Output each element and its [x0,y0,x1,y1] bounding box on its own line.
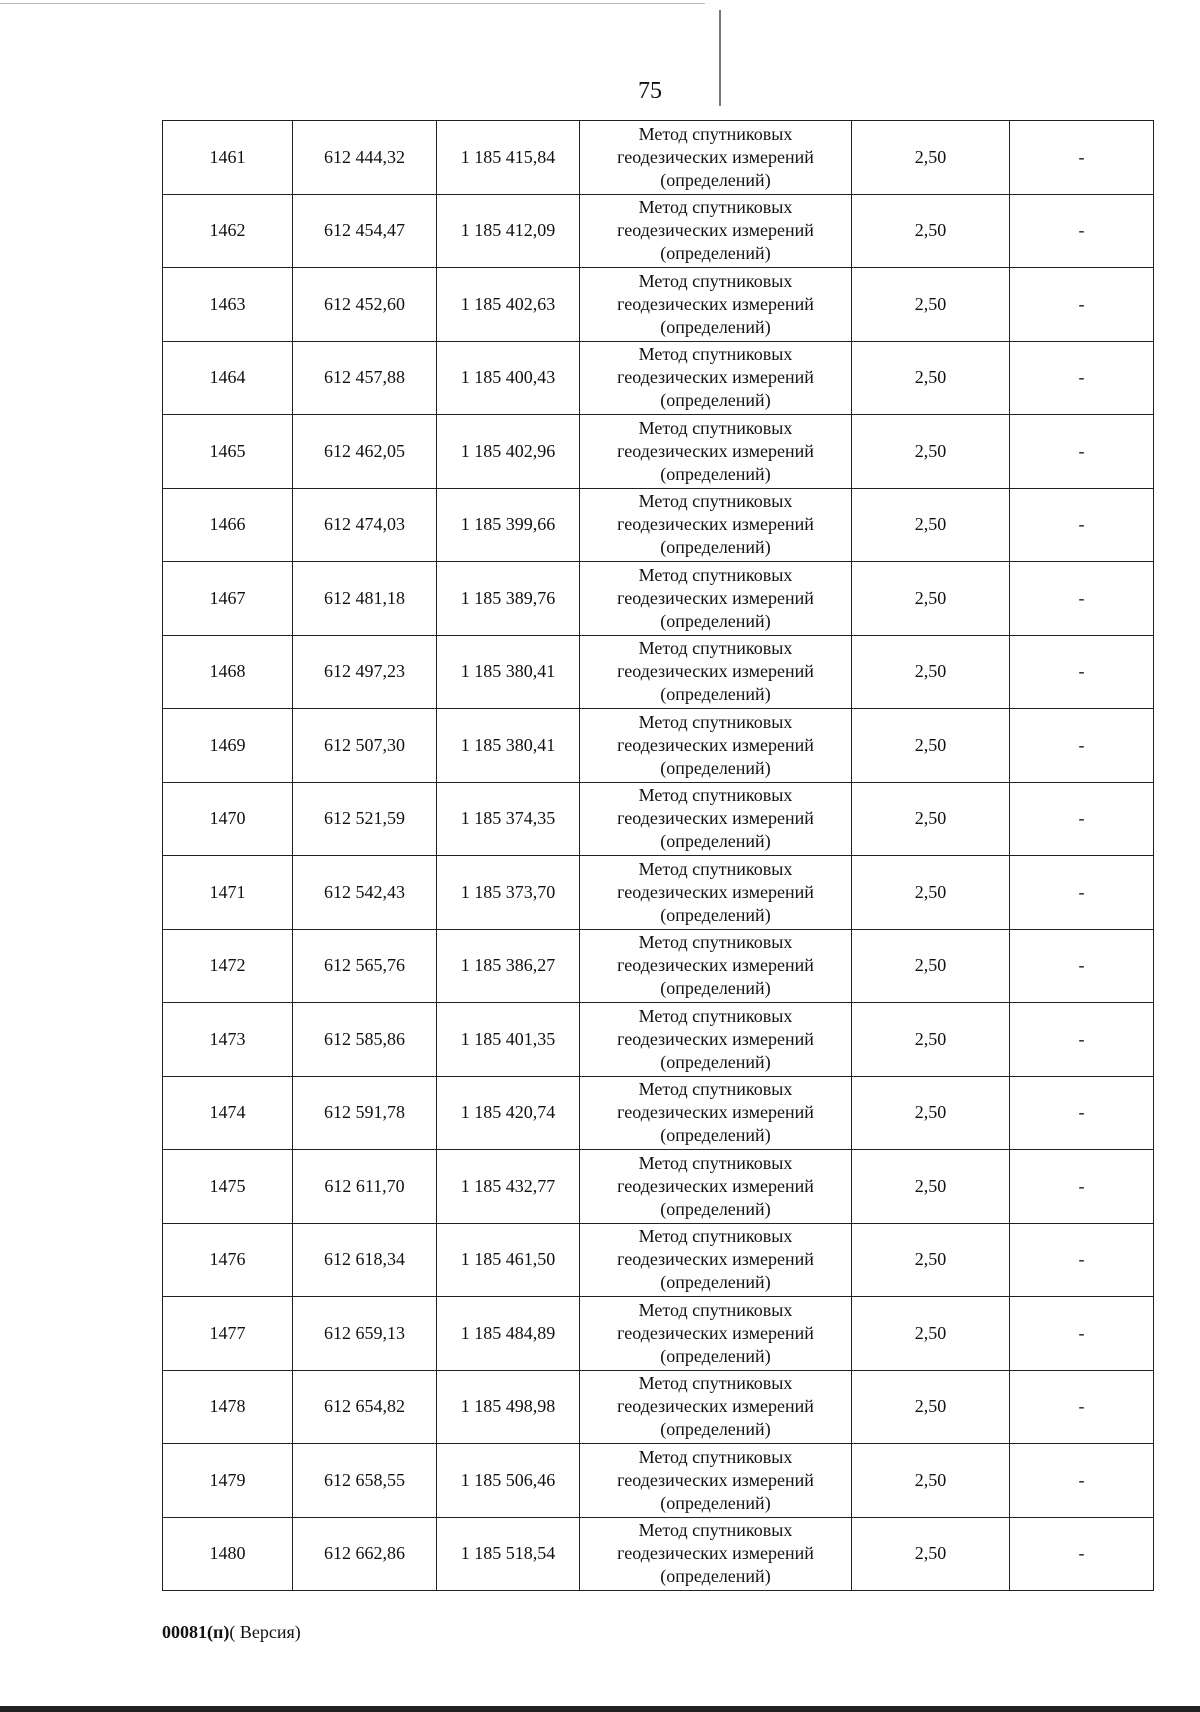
method-cell [580,194,852,268]
accuracy-cell: 2,50 [852,1517,1010,1591]
y-coordinate-cell: 1 185 380,41 [437,709,580,783]
table-row [163,1444,1154,1518]
method-cell [580,121,852,195]
x-coordinate-cell: 612 591,78 [293,1076,437,1150]
point-number-cell: 1473 [163,1003,293,1077]
method-text-line2: геодезических измерений [617,1102,814,1123]
method-text-line3: (определений) [660,1198,771,1219]
method-text-line3: (определений) [660,757,771,778]
point-number-cell: 1468 [163,635,293,709]
method-text-line1: Метод спутниковых [638,1373,793,1394]
point-number-cell: 1461 [163,121,293,195]
table-row [163,121,1154,195]
point-number-cell: 1479 [163,1444,293,1518]
point-number-cell: 1464 [163,341,293,415]
note-cell: - [1010,1150,1154,1224]
x-coordinate-cell: 612 565,76 [293,929,437,1003]
method-text-line1: Метод спутниковых [638,1152,793,1173]
y-coordinate-cell: 1 185 506,46 [437,1444,580,1518]
point-number-cell: 1474 [163,1076,293,1150]
y-coordinate-cell: 1 185 412,09 [437,194,580,268]
note-cell: - [1010,929,1154,1003]
method-cell [580,1444,852,1518]
note-cell: - [1010,1444,1154,1518]
note-cell: - [1010,488,1154,562]
x-coordinate-cell: 612 454,47 [293,194,437,268]
method-text-line3: (определений) [660,904,771,925]
method-text-line3: (определений) [660,684,771,705]
note-cell: - [1010,121,1154,195]
note-cell: - [1010,709,1154,783]
y-coordinate-cell: 1 185 518,54 [437,1517,580,1591]
x-coordinate-cell: 612 457,88 [293,341,437,415]
method-text-line1: Метод спутниковых [638,1520,793,1541]
table-row [163,1370,1154,1444]
method-text-line1: Метод спутниковых [638,564,793,585]
accuracy-cell: 2,50 [852,1444,1010,1518]
point-number-cell: 1480 [163,1517,293,1591]
document-footer [162,1622,301,1643]
x-coordinate-cell: 612 585,86 [293,1003,437,1077]
note-cell: - [1010,782,1154,856]
method-text-line1: Метод спутниковых [638,711,793,732]
table-row [163,856,1154,930]
accuracy-cell: 2,50 [852,488,1010,562]
method-cell [580,1003,852,1077]
method-text-line1: Метод спутниковых [638,1226,793,1247]
method-text-line2: геодезических измерений [617,734,814,755]
page-number: 75 [638,78,662,104]
table-row [163,1517,1154,1591]
method-text-line1: Метод спутниковых [638,1079,793,1100]
x-coordinate-cell: 612 618,34 [293,1223,437,1297]
accuracy-cell: 2,50 [852,1076,1010,1150]
point-number-cell: 1478 [163,1370,293,1444]
method-text-line3: (определений) [660,1051,771,1072]
method-text-line3: (определений) [660,1125,771,1146]
table-row [163,709,1154,783]
note-cell: - [1010,1003,1154,1077]
accuracy-cell: 2,50 [852,709,1010,783]
document-code: 00081(п) [162,1622,230,1642]
method-text-line2: геодезических измерений [617,1175,814,1196]
x-coordinate-cell: 612 662,86 [293,1517,437,1591]
method-text-line3: (определений) [660,316,771,337]
accuracy-cell: 2,50 [852,1370,1010,1444]
method-text-line2: геодезических измерений [617,661,814,682]
x-coordinate-cell: 612 659,13 [293,1297,437,1371]
method-text-line2: геодезических измерений [617,587,814,608]
y-coordinate-cell: 1 185 420,74 [437,1076,580,1150]
point-number-cell: 1470 [163,782,293,856]
table-row [163,341,1154,415]
y-coordinate-cell: 1 185 498,98 [437,1370,580,1444]
x-coordinate-cell: 612 462,05 [293,415,437,489]
accuracy-cell: 2,50 [852,194,1010,268]
note-cell: - [1010,341,1154,415]
point-number-cell: 1475 [163,1150,293,1224]
accuracy-cell: 2,50 [852,415,1010,489]
x-coordinate-cell: 612 444,32 [293,121,437,195]
y-coordinate-cell: 1 185 461,50 [437,1223,580,1297]
x-coordinate-cell: 612 611,70 [293,1150,437,1224]
note-cell: - [1010,856,1154,930]
method-cell [580,1223,852,1297]
accuracy-cell: 2,50 [852,268,1010,342]
method-text-line1: Метод спутниковых [638,344,793,365]
top-edge-rule [0,3,705,4]
note-cell: - [1010,635,1154,709]
method-text-line1: Метод спутниковых [638,417,793,438]
method-cell [580,268,852,342]
y-coordinate-cell: 1 185 432,77 [437,1150,580,1224]
method-text-line1: Метод спутниковых [638,491,793,512]
method-text-line2: геодезических измерений [617,293,814,314]
y-coordinate-cell: 1 185 402,96 [437,415,580,489]
method-text-line3: (определений) [660,831,771,852]
method-text-line3: (определений) [660,1566,771,1587]
x-coordinate-cell: 612 507,30 [293,709,437,783]
method-cell [580,635,852,709]
method-text-line2: геодезических измерений [617,367,814,388]
note-cell: - [1010,1223,1154,1297]
y-coordinate-cell: 1 185 373,70 [437,856,580,930]
method-cell [580,562,852,636]
note-cell: - [1010,194,1154,268]
accuracy-cell: 2,50 [852,1003,1010,1077]
accuracy-cell: 2,50 [852,929,1010,1003]
x-coordinate-cell: 612 452,60 [293,268,437,342]
x-coordinate-cell: 612 542,43 [293,856,437,930]
table-row [163,268,1154,342]
method-text-line3: (определений) [660,243,771,264]
y-coordinate-cell: 1 185 386,27 [437,929,580,1003]
method-text-line1: Метод спутниковых [638,932,793,953]
accuracy-cell: 2,50 [852,121,1010,195]
point-number-cell: 1463 [163,268,293,342]
y-coordinate-cell: 1 185 374,35 [437,782,580,856]
method-text-line2: геодезических измерений [617,1249,814,1270]
method-cell [580,488,852,562]
note-cell: - [1010,1517,1154,1591]
method-text-line1: Метод спутниковых [638,785,793,806]
y-coordinate-cell: 1 185 380,41 [437,635,580,709]
table-row [163,194,1154,268]
bottom-edge-rule [0,1706,1200,1712]
method-cell [580,1076,852,1150]
method-cell [580,782,852,856]
accuracy-cell: 2,50 [852,1297,1010,1371]
accuracy-cell: 2,50 [852,856,1010,930]
method-text-line2: геодезических измерений [617,881,814,902]
method-text-line2: геодезических измерений [617,1028,814,1049]
table-row [163,415,1154,489]
table-row [163,562,1154,636]
method-text-line3: (определений) [660,1272,771,1293]
coordinates-table-body [163,121,1154,1591]
x-coordinate-cell: 612 654,82 [293,1370,437,1444]
note-cell: - [1010,268,1154,342]
point-number-cell: 1467 [163,562,293,636]
method-text-line1: Метод спутниковых [638,197,793,218]
note-cell: - [1010,1076,1154,1150]
method-text-line2: геодезических измерений [617,146,814,167]
method-text-line3: (определений) [660,1492,771,1513]
scan-fold-line [719,10,721,106]
method-cell [580,929,852,1003]
point-number-cell: 1465 [163,415,293,489]
method-text-line3: (определений) [660,1345,771,1366]
table-row [163,635,1154,709]
method-text-line2: геодезических измерений [617,1322,814,1343]
method-text-line3: (определений) [660,537,771,558]
x-coordinate-cell: 612 521,59 [293,782,437,856]
point-number-cell: 1469 [163,709,293,783]
table-row [163,1076,1154,1150]
x-coordinate-cell: 612 481,18 [293,562,437,636]
point-number-cell: 1462 [163,194,293,268]
method-text-line2: геодезических измерений [617,1543,814,1564]
method-cell [580,1297,852,1371]
table-row [163,1003,1154,1077]
x-coordinate-cell: 612 658,55 [293,1444,437,1518]
table-row [163,782,1154,856]
method-text-line2: геодезических измерений [617,955,814,976]
y-coordinate-cell: 1 185 402,63 [437,268,580,342]
method-text-line3: (определений) [660,1419,771,1440]
method-text-line2: геодезических измерений [617,514,814,535]
method-text-line3: (определений) [660,978,771,999]
note-cell: - [1010,1370,1154,1444]
point-number-cell: 1477 [163,1297,293,1371]
accuracy-cell: 2,50 [852,562,1010,636]
method-text-line1: Метод спутниковых [638,1005,793,1026]
x-coordinate-cell: 612 474,03 [293,488,437,562]
method-text-line3: (определений) [660,610,771,631]
accuracy-cell: 2,50 [852,635,1010,709]
method-text-line3: (определений) [660,390,771,411]
document-version: ( Версия) [229,1622,301,1642]
method-cell [580,709,852,783]
table-row [163,1150,1154,1224]
method-text-line2: геодезических измерений [617,1396,814,1417]
method-text-line1: Метод спутниковых [638,858,793,879]
note-cell: - [1010,415,1154,489]
y-coordinate-cell: 1 185 401,35 [437,1003,580,1077]
x-coordinate-cell: 612 497,23 [293,635,437,709]
accuracy-cell: 2,50 [852,1150,1010,1224]
method-text-line1: Метод спутниковых [638,1446,793,1467]
point-number-cell: 1472 [163,929,293,1003]
y-coordinate-cell: 1 185 400,43 [437,341,580,415]
method-text-line2: геодезических измерений [617,220,814,241]
method-text-line3: (определений) [660,463,771,484]
y-coordinate-cell: 1 185 415,84 [437,121,580,195]
method-cell [580,1370,852,1444]
table-row [163,929,1154,1003]
method-cell [580,1150,852,1224]
accuracy-cell: 2,50 [852,341,1010,415]
method-text-line1: Метод спутниковых [638,123,793,144]
method-cell [580,1517,852,1591]
point-number-cell: 1471 [163,856,293,930]
method-text-line3: (определений) [660,169,771,190]
note-cell: - [1010,562,1154,636]
point-number-cell: 1476 [163,1223,293,1297]
y-coordinate-cell: 1 185 389,76 [437,562,580,636]
accuracy-cell: 2,50 [852,782,1010,856]
method-text-line2: геодезических измерений [617,1469,814,1490]
method-text-line2: геодезических измерений [617,440,814,461]
method-text-line1: Метод спутниковых [638,270,793,291]
method-cell [580,856,852,930]
table-row [163,488,1154,562]
method-text-line2: геодезических измерений [617,808,814,829]
method-text-line1: Метод спутниковых [638,638,793,659]
method-cell [580,415,852,489]
method-text-line1: Метод спутниковых [638,1299,793,1320]
y-coordinate-cell: 1 185 484,89 [437,1297,580,1371]
table-row [163,1223,1154,1297]
note-cell: - [1010,1297,1154,1371]
table-row [163,1297,1154,1371]
accuracy-cell: 2,50 [852,1223,1010,1297]
point-number-cell: 1466 [163,488,293,562]
method-cell [580,341,852,415]
y-coordinate-cell: 1 185 399,66 [437,488,580,562]
coordinates-table [162,120,1154,1591]
